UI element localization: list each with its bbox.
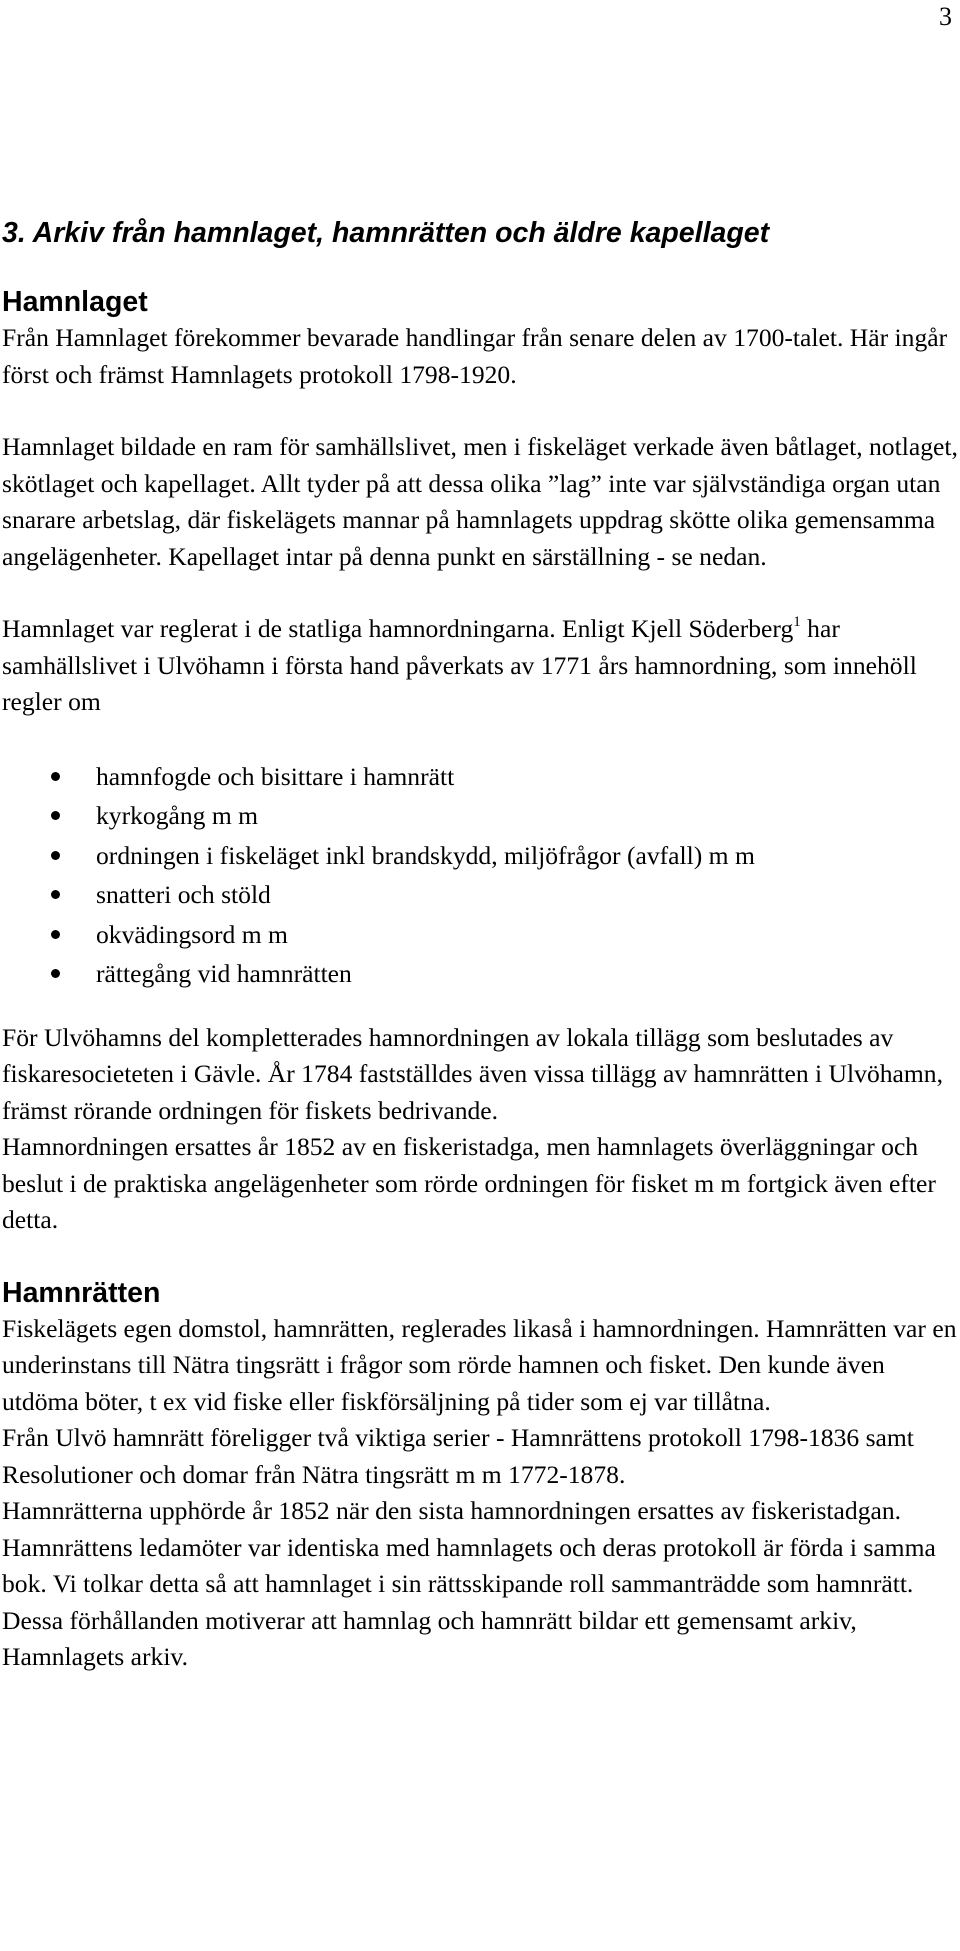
hamnlaget-section [2, 284, 960, 1239]
list-item [2, 875, 960, 915]
list-item [2, 796, 960, 836]
page-number: 3 [939, 2, 952, 31]
section-title: 3. Arkiv från hamnlaget, hamnrätten och äldre kapellaget [2, 217, 770, 249]
hamnlaget-heading: Hamnlaget [2, 286, 148, 318]
hamnlaget-paragraph-2: Hamnlaget bildade en ram för samhällslivet, men i fiskeläget verkade även båtlaget, notlaget, skötlaget och kapellaget. Allt tyder på att dessa olika ”lag” inte var självständiga organ utan snarare arbetslag, där fiskelägets mannar på hamnlagets uppdrag skötte olika gemensamma angelägenheter. Kapellaget intar på denna punkt en särställning - se nedan. [2, 432, 958, 571]
bullet-icon [51, 930, 60, 939]
document-body [0, 214, 960, 1676]
hamnratten-paragraph-3: Hamnrätterna upphörde år 1852 när den sista hamnordningen ersattes av fiskeristadgan. [2, 1496, 902, 1525]
list-item-text: okvädingsord m m [96, 919, 288, 949]
bullet-icon [51, 811, 60, 820]
hamnratten-heading: Hamnrätten [2, 1276, 161, 1309]
bullet-icon [51, 772, 60, 781]
bullet-icon [51, 890, 60, 899]
hamnratten-paragraph-2: Från Ulvö hamnrätt föreligger två viktiga serier - Hamnrättens protokoll 1798-1836 samt Resolutioner och domar från Nätra tingsrätt m m 1772-1878. [2, 1423, 914, 1489]
hamnlaget-paragraph-1: Från Hamnlaget förekommer bevarade handlingar från senare delen av 1700-talet. Här ingår först och främst Hamnlagets protokoll 1798-1920. [2, 323, 948, 389]
regulation-list [2, 757, 960, 994]
hamnlaget-paragraph-4: För Ulvöhamns del kompletterades hamnordningen av lokala tillägg som beslutades av fiskaresocieteten i Gävle. År 1784 fastställdes även vissa tillägg av hamnrätten i Ulvöhamn, främst rörande ordningen för fiskets bedrivande. [2, 1022, 944, 1125]
list-item [2, 836, 960, 876]
paragraph-3-text-b: har samhällslivet i Ulvöhamn i första hand påverkats av 1771 års hamnordning, som innehöll regler om [2, 614, 917, 716]
bullet-icon [51, 969, 60, 978]
list-item [2, 915, 960, 955]
paragraph-3-text-a: Hamnlaget var reglerat i de statliga hamnordningarna. Enligt Kjell Söderberg [2, 614, 794, 643]
hamnlaget-paragraph-5: Hamnordningen ersattes år 1852 av en fiskeristadga, men hamnlagets överläggningar och beslut i de praktiska angelägenheter som rörde ordningen för fisket m m fortgick även efter detta. [2, 1132, 936, 1234]
list-item-text: ordningen i fiskeläget inkl brandskydd, miljöfrågor (avfall) m m [96, 840, 755, 870]
list-item-text: hamnfogde och bisittare i hamnrätt [96, 761, 455, 791]
list-item [2, 757, 960, 797]
list-item [2, 954, 960, 994]
list-item-text: rättegång vid hamnrätten [96, 959, 352, 988]
list-item-text: snatteri och stöld [96, 880, 271, 909]
footnote-reference: 1 [793, 614, 801, 630]
hamnratten-paragraph-4: Hamnrättens ledamöter var identiska med hamnlagets och deras protokoll är förda i samma bok. Vi tolkar detta så att hamnlaget i sin rättsskipande roll sammanträdde som hamnrätt. Dessa förhållanden motiverar att hamnlag och hamnrätt bildar ett gemensamt arkiv, Hamnlagets arkiv. [2, 1532, 936, 1671]
hamnratten-paragraph-1: Fiskelägets egen domstol, hamnrätten, reglerades likaså i hamnordningen. Hamnrätten var en underinstans till Nätra tingsrätt i frågor som rörde hamnen och fisket. Den kunde även utdöma böter, t ex vid fiske eller fiskförsäljning på tider som ej var tillåtna. [2, 1313, 957, 1416]
hamnratten-section [2, 1275, 960, 1676]
hamnlaget-paragraph-3 [2, 611, 960, 721]
list-item-text: kyrkogång m m [96, 801, 259, 830]
bullet-icon [51, 851, 60, 860]
